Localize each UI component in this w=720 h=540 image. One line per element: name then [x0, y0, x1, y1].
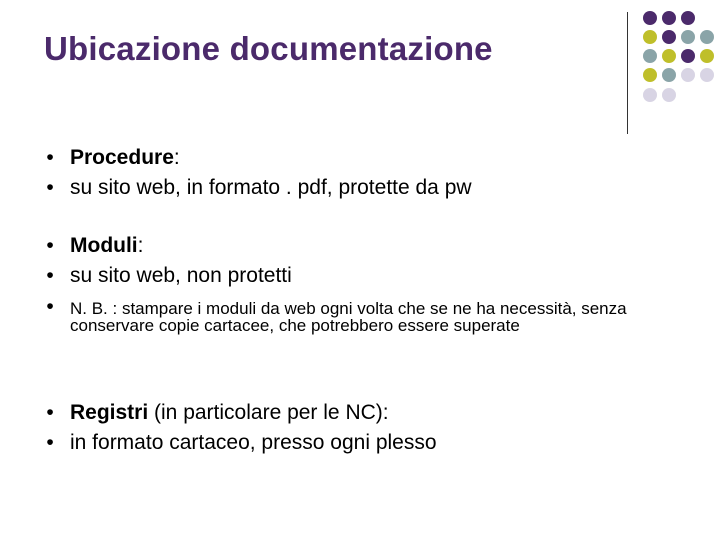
decorative-dot: [643, 49, 657, 63]
bullet-bold-label: Procedure: [70, 146, 174, 169]
decorative-dot: [681, 68, 695, 82]
bullet-text: :: [173, 146, 180, 169]
decorative-dot: [643, 11, 657, 25]
bullet-item-procedure: [42, 146, 700, 172]
bullet-dot-icon: •: [46, 234, 54, 257]
bullet-dot-icon: •: [46, 176, 54, 199]
bullet-text: su sito web, in formato . pdf, protette da pw: [70, 176, 472, 199]
decorative-dot: [662, 88, 676, 102]
decorative-dot-grid: [0, 0, 720, 140]
decorative-dot: [700, 30, 714, 44]
bullet-item-registri: [42, 401, 700, 427]
decorative-dot: [681, 49, 695, 63]
decorative-dot: [643, 30, 657, 44]
decorative-dot: [681, 30, 695, 44]
decorative-dot: [662, 30, 676, 44]
bullet-dot-icon: •: [46, 401, 54, 424]
bullet-item-procedure-detail: [42, 176, 700, 202]
bullet-dot-icon: •: [46, 264, 54, 287]
decorative-dot: [662, 49, 676, 63]
bullet-item-moduli: [42, 234, 700, 260]
bullet-text: :: [137, 234, 144, 257]
decorative-dot: [700, 68, 714, 82]
bullet-dot-icon: •: [46, 146, 54, 169]
decorative-dot: [662, 11, 676, 25]
bullet-item-registri-detail: [42, 431, 700, 457]
bullet-bold-label: Moduli: [70, 234, 138, 257]
slide-title: Ubicazione documentazione: [44, 30, 493, 67]
bullet-text: N. B. : stampare i moduli da web ogni volta che se ne ha necessità, senza conservare copie cartacee, che potrebbero essere superate: [70, 299, 627, 335]
bullet-item-moduli-detail: [42, 264, 700, 290]
decorative-dot: [700, 49, 714, 63]
decorative-dot: [643, 68, 657, 82]
bullet-dot-icon: •: [46, 431, 54, 454]
bullet-item-note: [42, 295, 700, 360]
bullet-text: in formato cartaceo, presso ogni plesso: [70, 431, 437, 454]
bullet-bold-label: Registri: [70, 401, 149, 424]
decorative-dot: [662, 68, 676, 82]
decorative-dot: [643, 88, 657, 102]
decorative-dot: [681, 11, 695, 25]
bullet-text: su sito web, non protetti: [70, 264, 292, 287]
bullet-dot-icon: •: [46, 295, 54, 318]
bullet-text: (in particolare per le NC):: [148, 401, 389, 424]
